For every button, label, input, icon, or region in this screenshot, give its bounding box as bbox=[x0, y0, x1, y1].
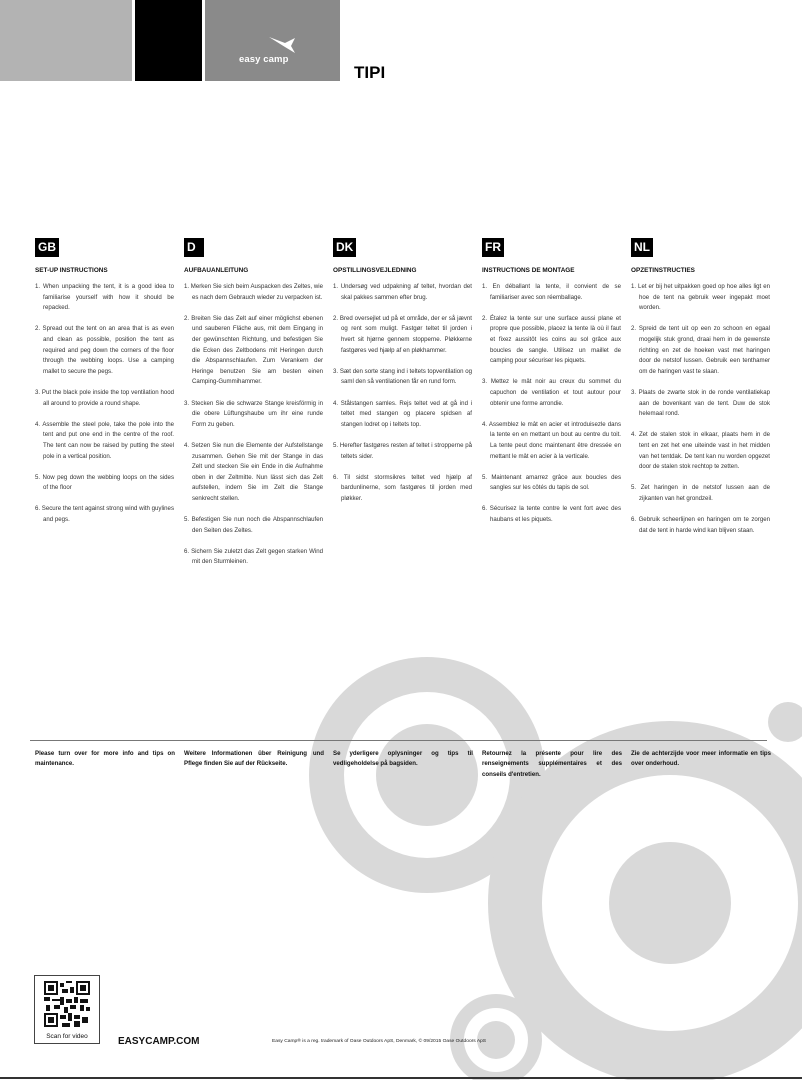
language-badge: GB bbox=[35, 238, 59, 257]
column-nl bbox=[631, 238, 770, 547]
step: 3. Plaats de zwarte stok in de ronde ventilatiekap aan de bovenkant van de tent. Duw de stok helemaal rond. bbox=[631, 388, 770, 418]
column-gb bbox=[35, 238, 174, 536]
product-title: TIPI bbox=[354, 63, 386, 82]
language-badge: FR bbox=[482, 238, 504, 257]
step: 6. Gebruik scheerlijnen en haringen om te zorgen dat de tent in harde wind kan blijven staan. bbox=[631, 516, 770, 534]
step: 5. Zet haringen in de netstof lussen aan de zijkanten van het grondzeil. bbox=[631, 484, 770, 502]
bottom-border bbox=[0, 1077, 802, 1079]
note-nl: Zie de achterzijde voor meer informatie en tips over onderhoud. bbox=[631, 750, 771, 768]
step: 3. Put the black pole inside the top ventilation hood all around to provide a round shape. bbox=[35, 388, 174, 407]
section-heading: OPSTILLINGSVEJLEDNING bbox=[333, 267, 417, 274]
section-heading: OPZETINSTRUCTIES bbox=[631, 267, 695, 274]
column-d bbox=[184, 238, 323, 579]
website-link[interactable]: EASYCAMP.COM bbox=[118, 1036, 200, 1047]
qr-caption: Scan for video bbox=[46, 1033, 88, 1040]
step: 1. En déballant la tente, il convient de se familiariser avec son réemballage. bbox=[482, 283, 621, 301]
column-fr bbox=[482, 238, 621, 536]
qr-code[interactable] bbox=[34, 975, 100, 1044]
column-dk bbox=[333, 238, 472, 515]
step: 2. Breiten Sie das Zelt auf einer möglichst ebenen und sauberen Fläche aus, mit dem Eingang in der gewünschten Richtung, und befestigen Sie die Ecken des Zeltbodens mit Heringen durch die Abspannschlaufen. Zum Verankern der Heringe benutzen Sie am besten einen Camping-Gummihammer. bbox=[184, 314, 323, 386]
brand-logo: easy camp bbox=[239, 54, 289, 65]
section-heading: INSTRUCTIONS DE MONTAGE bbox=[482, 267, 575, 274]
step: 2. Bred oversejlet ud på et område, der er så jævnt og rent som muligt. Fastgør teltet til jorden i hvert sit hjørne gennem stopperne. Pløkkerne fastgøres ved hjælp af en pløkhammer. bbox=[333, 314, 472, 354]
step: 4. Assemblez le mât en acier et introduisezle dans la tente en en mettant un bout au centre du toit. La tente peut donc maintenant être dressée en mettant le mât en acier à la verticale. bbox=[482, 420, 621, 460]
language-badge: NL bbox=[631, 238, 653, 257]
step: 4. Assemble the steel pole, take the pole into the tent and put one end in the centre of the roof. The tent can now be raised by putting the steel pole in a vertical position. bbox=[35, 420, 174, 460]
language-badge: D bbox=[184, 238, 204, 257]
step: 5. Herefter fastgøres resten af teltet i stropperne på teltets sider. bbox=[333, 441, 472, 460]
header-block-light bbox=[0, 0, 132, 81]
divider bbox=[30, 740, 767, 741]
step: 3. Mettez le mât noir au creux du sommet du capuchon de ventilation et tout autour pour obtenir une forme arrondie. bbox=[482, 378, 621, 407]
section-heading: AUFBAUANLEITUNG bbox=[184, 267, 249, 274]
step: 6. Secure the tent against strong wind with guylines and pegs. bbox=[35, 505, 174, 524]
step: 5. Maintenant amarrez grâce aux boucles des sangles sur les côtés du tapis de sol. bbox=[482, 473, 621, 492]
step: 1. When unpacking the tent, it is a good idea to familiarise yourself with how it should be repacked. bbox=[35, 283, 174, 312]
header-block-black bbox=[135, 0, 202, 81]
step: 6. Sécurisez la tente contre le vent fort avec des haubans et les piquets. bbox=[482, 505, 621, 524]
step: 6. Sichern Sie zuletzt das Zelt gegen starken Wind mit den Sturmleinen. bbox=[184, 547, 323, 566]
note-d: Weitere Informationen über Reinigung und Pflege finden Sie auf der Rückseite. bbox=[184, 750, 324, 768]
section-heading: SET-UP INSTRUCTIONS bbox=[35, 267, 108, 274]
step: 2. Étalez la tente sur une surface aussi plane et propre que possible, placez la tente là où il faut et fixez aussitôt les coins au sol grâce aux boucles de sangle. Utilisez un maillet de camping pour sécuriser les piquets. bbox=[482, 314, 621, 365]
qr-code-icon bbox=[44, 981, 90, 1027]
legal-notice: Easy Camp® is a reg. trademark of Oase Outdoors ApS, Denmark, © 09/2015 Oase Outdoors ApS bbox=[272, 1039, 487, 1044]
step: 2. Spread out the tent on an area that is as even and clean as possible, position the tent as required and peg down the corners of the floor through the webbing loops. Use a camping mallet to secure the pegs. bbox=[35, 325, 174, 375]
step: 3. Stecken Sie die schwarze Stange kreisförmig in die obere Lüftungshaube um ihr eine runde Form zu geben. bbox=[184, 399, 323, 428]
step: 1. Undersøg ved udpakning af teltet, hvordan det skal pakkes sammen efter brug. bbox=[333, 283, 472, 301]
step: 2. Spreid de tent uit op een zo schoon en egaal mogelijk stuk grond, draai hem in de gewenste richting en zet de hoeken vast met haringen door de netstof lussen. Gebruik een tenthamer om de haringen vast te slaan. bbox=[631, 325, 770, 375]
note-fr: Retournez la présente pour lire des renseignements supplémentaires et des conseils d'entretien. bbox=[482, 750, 622, 778]
step: 1. Let er bij het uitpakken goed op hoe alles ligt en hoe de tent na gebruik weer ingepakt moet worden. bbox=[631, 283, 770, 312]
note-dk: Se yderligere oplysninger og tips til vedligeholdelse på bagsiden. bbox=[333, 750, 473, 768]
step: 3. Sæt den sorte stang ind i teltets topventilation og saml den så ventilationen får en rund form. bbox=[333, 367, 472, 386]
step: 6. Til sidst stormsikres teltet ved hjælp af bardunlinerne, som fastgøres til jorden med pløkker. bbox=[333, 473, 472, 502]
step: 4. Zet de stalen stok in elkaar, plaats hem in de tent en zet het ene uiteinde vast in het midden van het tentdak. De tent kan nu worden opgezet door de stalen stok rechtop te zetten. bbox=[631, 431, 770, 471]
step: 5. Befestigen Sie nun noch die Abspannschlaufen den Seiten des Zeltes. bbox=[184, 516, 323, 534]
step: 5. Now peg down the webbing loops on the sides of the floor bbox=[35, 473, 174, 492]
step: 4. Stålstangen samles. Rejs teltet ved at gå ind i teltet med stangen og placere spidsen af stangen lodret op i teltets top. bbox=[333, 399, 472, 428]
note-gb: Please turn over for more info and tips on maintenance. bbox=[35, 750, 175, 768]
language-badge: DK bbox=[333, 238, 356, 257]
step: 4. Setzen Sie nun die Elemente der Aufstellstange zusammen. Gehen Sie mit der Stange in das Zelt und stecken Sie ein Ende in die Aufnahme oben in der Zeltmitte. Nun lässt sich das Zelt aufstellen, indem Sie im Zelt die Stange senkrecht stellen. bbox=[184, 441, 323, 502]
step: 1. Merken Sie sich beim Auspacken des Zeltes, wie es nach dem Gebrauch wieder zu verpacken ist. bbox=[184, 283, 323, 301]
